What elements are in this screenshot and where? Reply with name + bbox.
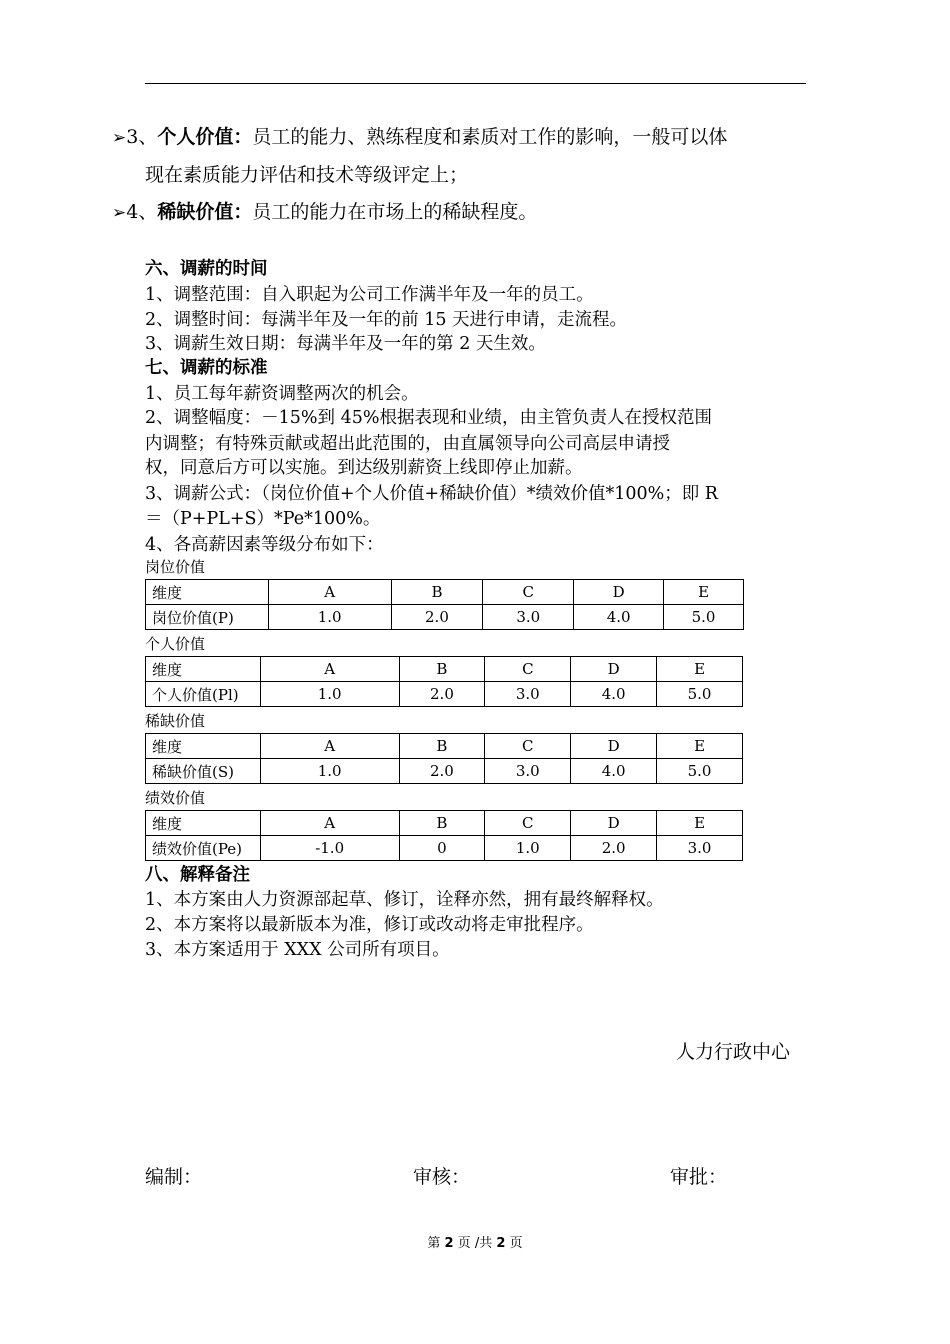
- table-cell: E: [657, 734, 743, 759]
- table-cell: 5.0: [657, 759, 743, 784]
- table-cell: 4.0: [571, 759, 657, 784]
- bullet-text-cont: 现在素质能力评估和技术等级评定上；: [145, 164, 469, 186]
- table-caption: 稀缺价值: [145, 712, 206, 730]
- table-header-row: [146, 580, 744, 605]
- bullet-number: 4、: [126, 201, 158, 223]
- bullet-text: 员工的能力、熟练程度和素质对工作的影响，一般可以体: [252, 126, 728, 148]
- section-7-line: 权，同意后方可以实施。到达级别薪资上线即停止加薪。: [145, 458, 583, 478]
- table-cell: C: [485, 734, 571, 759]
- table-cell: D: [571, 811, 657, 836]
- arrow-bullet-icon: ➢: [112, 203, 127, 223]
- table-cell: C: [485, 811, 571, 836]
- table-cell: C: [483, 580, 574, 605]
- department-name: 人力行政中心: [676, 1041, 791, 1063]
- table-row: [146, 605, 744, 630]
- bullet-term: 稀缺价值：: [157, 201, 253, 223]
- table-cell: 绩效价值(Pe): [146, 836, 261, 861]
- table-caption: 个人价值: [145, 635, 206, 653]
- bullet-scarcity-value: [112, 193, 537, 232]
- section-8-line: 1、本方案由人力资源部起草、修订，诠释亦然，拥有最终解释权。: [145, 890, 664, 910]
- table-cell: B: [391, 580, 483, 605]
- section-6-line: 2、调整时间：每满半年及一年的前 15 天进行申请，走流程。: [145, 310, 628, 330]
- table-cell: 3.0: [485, 682, 571, 707]
- table-row: [146, 836, 743, 861]
- table-cell: 岗位价值(P): [146, 605, 269, 630]
- table-cell: 3.0: [485, 759, 571, 784]
- table-header-row: [146, 657, 743, 682]
- table-caption: 绩效价值: [145, 789, 206, 807]
- table-header-row: [146, 811, 743, 836]
- table-cell: 2.0: [399, 759, 485, 784]
- table-cell: E: [657, 811, 743, 836]
- value-table-scarcity: [145, 733, 743, 784]
- value-table-performance: [145, 810, 743, 861]
- table-cell: 3.0: [657, 836, 743, 861]
- section-7-heading: 七、调薪的标准: [145, 358, 268, 378]
- section-8-heading: 八、解释备注: [145, 865, 250, 885]
- table-cell: E: [657, 657, 743, 682]
- table-caption: 岗位价值: [145, 558, 206, 576]
- table-cell: 4.0: [574, 605, 664, 630]
- table-row: [146, 759, 743, 784]
- table-cell: C: [485, 657, 571, 682]
- table-cell: A: [260, 734, 399, 759]
- section-7-line: 3、调薪公式：（岗位价值+个人价值+稀缺价值）*绩效价值*100%；即 R: [145, 484, 718, 504]
- section-7-line: 内调整；有特殊贡献或超出此范围的，由直属领导向公司高层申请授: [145, 434, 670, 454]
- table-header-row: [146, 734, 743, 759]
- reviewed-by-label: 审核：: [413, 1166, 471, 1188]
- table-cell: B: [399, 657, 485, 682]
- table-cell: 4.0: [571, 682, 657, 707]
- table-cell: 3.0: [483, 605, 574, 630]
- bullet-text: 员工的能力在市场上的稀缺程度。: [252, 201, 538, 223]
- section-6-line: 1、调整范围：自入职起为公司工作满半年及一年的员工。: [145, 285, 594, 305]
- section-7-line: 4、各高薪因素等级分布如下：: [145, 535, 384, 555]
- table-cell: 2.0: [571, 836, 657, 861]
- table-cell: 0: [399, 836, 485, 861]
- value-table-position: [145, 579, 744, 630]
- section-6-heading: 六、调薪的时间: [145, 259, 268, 279]
- table-cell: 维度: [146, 657, 261, 682]
- footer-page-number: 2: [444, 1236, 454, 1251]
- page-footer: [0, 1232, 950, 1251]
- value-table-personal: [145, 656, 743, 707]
- table-cell: 维度: [146, 734, 261, 759]
- table-row: [146, 682, 743, 707]
- section-7-line: 1、员工每年薪资调整两次的机会。: [145, 384, 419, 404]
- table-cell: D: [571, 734, 657, 759]
- table-cell: -1.0: [260, 836, 399, 861]
- table-cell: D: [574, 580, 664, 605]
- bullet-personal-value-cont: [145, 156, 468, 194]
- table-cell: D: [571, 657, 657, 682]
- table-cell: A: [260, 811, 399, 836]
- arrow-bullet-icon: ➢: [112, 128, 127, 148]
- footer-prefix: 第: [427, 1236, 441, 1251]
- table-cell: 1.0: [485, 836, 571, 861]
- table-cell: B: [399, 811, 485, 836]
- table-cell: 维度: [146, 580, 269, 605]
- table-cell: 5.0: [664, 605, 744, 630]
- table-cell: B: [399, 734, 485, 759]
- table-cell: 5.0: [657, 682, 743, 707]
- table-cell: 维度: [146, 811, 261, 836]
- table-cell: 1.0: [260, 759, 399, 784]
- table-cell: A: [268, 580, 391, 605]
- table-cell: 2.0: [399, 682, 485, 707]
- footer-mid: 页 /共: [457, 1236, 493, 1251]
- table-cell: A: [260, 657, 399, 682]
- footer-total-pages: 2: [496, 1236, 506, 1251]
- table-cell: 1.0: [268, 605, 391, 630]
- bullet-number: 3、: [126, 126, 158, 148]
- section-7-line: ＝（P+PL+S）*Pe*100%。: [145, 509, 381, 529]
- section-8-line: 2、本方案将以最新版本为准，修订或改动将走审批程序。: [145, 915, 594, 935]
- footer-suffix: 页: [509, 1236, 523, 1251]
- table-cell: 稀缺价值(S): [146, 759, 261, 784]
- table-cell: 2.0: [391, 605, 483, 630]
- bullet-personal-value: [112, 118, 812, 157]
- prepared-by-label: 编制：: [145, 1166, 203, 1188]
- section-8-line: 3、本方案适用于 XXX 公司所有项目。: [145, 940, 450, 960]
- table-cell: 个人价值(Pl): [146, 682, 261, 707]
- table-cell: 1.0: [260, 682, 399, 707]
- table-cell: E: [664, 580, 744, 605]
- section-7-line: 2、调整幅度：－15%到 45%根据表现和业绩，由主管负责人在授权范围: [145, 408, 712, 428]
- section-6-line: 3、调薪生效日期：每满半年及一年的第 2 天生效。: [145, 334, 546, 354]
- header-rule: [145, 83, 806, 84]
- bullet-term: 个人价值：: [157, 126, 253, 148]
- approved-by-label: 审批：: [670, 1166, 728, 1188]
